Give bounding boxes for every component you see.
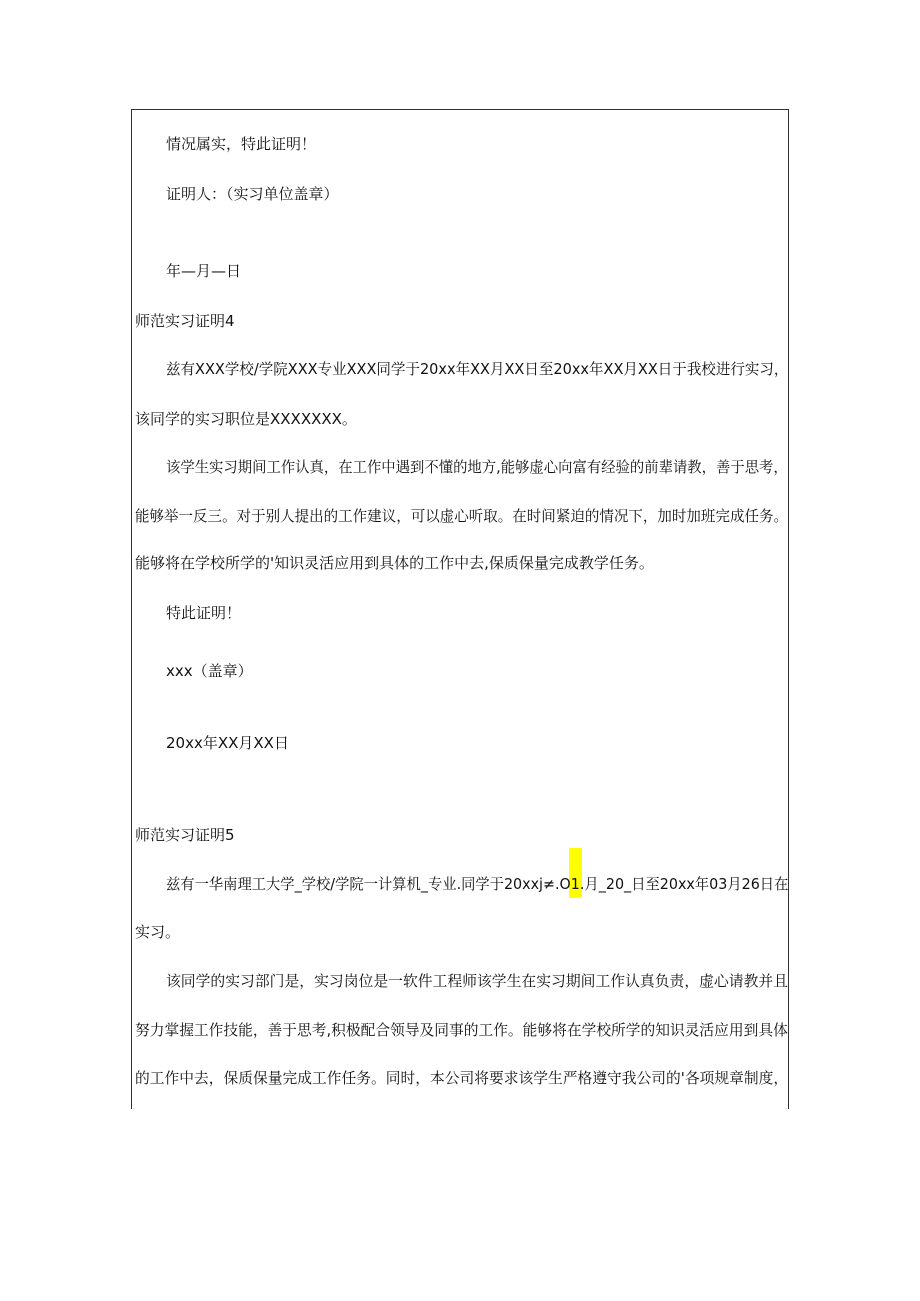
paragraph-line: 实习。	[135, 923, 181, 941]
closing-statement: 情况属实，特此证明！	[166, 135, 317, 153]
paragraph-text-segment: .月_20_日至20xx年03月26日在	[579, 875, 789, 893]
date-placeholder: 年—月—日	[166, 262, 242, 280]
closing-statement: 特此证明！	[166, 604, 242, 622]
section-heading-4: 师范实习证明4	[135, 312, 235, 330]
paragraph-line: 努力掌握工作技能，善于思考,积极配合领导及同事的工作。能够将在学校所学的知识灵活应用到具体	[135, 1021, 788, 1039]
paragraph-line	[166, 874, 788, 894]
paragraph-text-segment: 兹有一华南理工大学_学校/学院一计算机_专业.同学于20xxj≠.O	[166, 875, 571, 893]
certifier-line: 证明人：（实习单位盖章）	[166, 185, 339, 203]
section-heading-5: 师范实习证明5	[135, 826, 235, 844]
highlighted-text: 1	[570, 875, 580, 893]
date-line: 20xx年XX月XX日	[166, 734, 289, 752]
seal-line: xxx（盖章）	[166, 662, 253, 680]
paragraph-line: 能够举一反三。对于别人提出的工作建议，可以虚心听取。在时间紧迫的情况下，加时加班完成任务。	[135, 507, 789, 525]
paragraph-line: 兹有XXX学校/学院XXX专业XXX同学于20xx年XX月XX日至20xx年XX月XX日于我校进行实习，	[166, 360, 789, 378]
paragraph-line: 该学生实习期间工作认真，在工作中遇到不懂的地方,能够虚心向富有经验的前辈请教，善于思考，	[166, 458, 788, 476]
paragraph-line: 该同学的实习职位是XXXXXXX。	[135, 410, 357, 428]
paragraph-line: 的工作中去，保质保量完成工作任务。同时，本公司将要求该学生严格遵守我公司的'各项规章制度，	[135, 1069, 789, 1087]
paragraph-line: 能够将在学校所学的'知识灵活应用到具体的工作中去,保质保量完成教学任务。	[135, 554, 654, 572]
paragraph-line: 该同学的实习部门是，实习岗位是一软件工程师该学生在实习期间工作认真负责，虚心请教并且	[166, 972, 789, 990]
